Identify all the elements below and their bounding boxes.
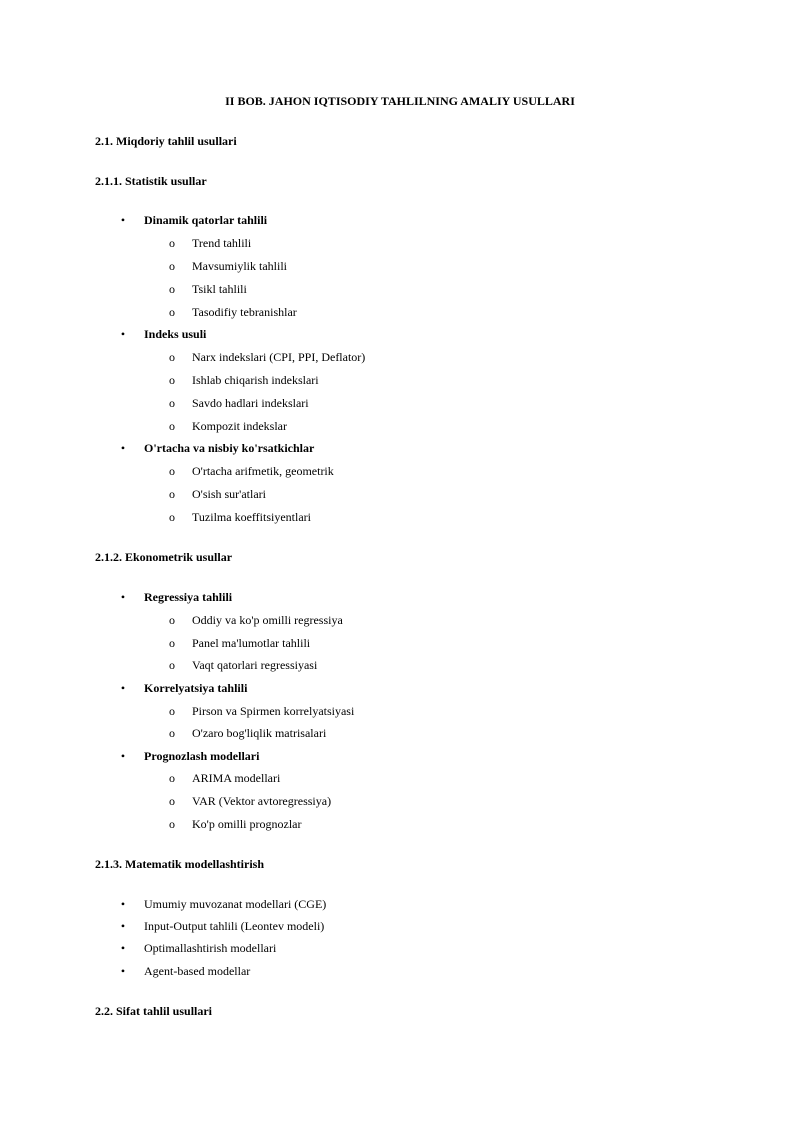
sub-list-item-label: Tuzilma koeffitsiyentlari (192, 510, 311, 524)
circle-bullet-icon: o (169, 305, 175, 319)
sub-list-item-label: Oddiy va ko'p omilli regressiya (192, 613, 343, 627)
circle-bullet-icon: o (169, 236, 175, 250)
sub-list-item (0, 259, 800, 277)
circle-bullet-icon: o (169, 704, 175, 718)
sub-list-item (0, 704, 800, 722)
sub-list-item-label: Trend tahlili (192, 236, 252, 250)
list-item-label: Dinamik qatorlar tahlili (144, 213, 268, 227)
section-heading-2-1-2: 2.1.2. Ekonometrik usullar (95, 550, 233, 564)
sub-list-item-label: O'rtacha arifmetik, geometrik (192, 464, 334, 478)
circle-bullet-icon: o (169, 510, 175, 524)
sub-list-item (0, 419, 800, 437)
list-item (0, 897, 800, 915)
section-heading-2-1-1: 2.1.1. Statistik usullar (95, 174, 207, 188)
circle-bullet-icon: o (169, 726, 175, 740)
sub-list-item (0, 636, 800, 654)
sub-list-item-label: Mavsumiylik tahlili (192, 259, 287, 273)
bullet-icon: • (120, 590, 126, 604)
sub-list-item-label: O'sish sur'atlari (192, 487, 266, 501)
circle-bullet-icon: o (169, 419, 175, 433)
sub-list-item (0, 282, 800, 300)
sub-list-item (0, 726, 800, 744)
sub-list-item (0, 613, 800, 631)
sub-list-item (0, 487, 800, 505)
list-item (0, 749, 800, 767)
sub-list-item-label: Pirson va Spirmen korrelyatsiyasi (192, 704, 355, 718)
list-item-label: Umumiy muvozanat modellari (CGE) (144, 897, 327, 911)
circle-bullet-icon: o (169, 794, 175, 808)
section-heading-2-1-3: 2.1.3. Matematik modellashtirish (95, 857, 264, 871)
sub-list-item-label: Panel ma'lumotlar tahlili (192, 636, 311, 650)
list-item-label: Regressiya tahlili (144, 590, 233, 604)
list-item-label: Optimallashtirish modellari (144, 941, 277, 955)
circle-bullet-icon: o (169, 259, 175, 273)
sub-list-item (0, 794, 800, 812)
circle-bullet-icon: o (169, 771, 175, 785)
circle-bullet-icon: o (169, 464, 175, 478)
sub-list-item (0, 658, 800, 676)
circle-bullet-icon: o (169, 396, 175, 410)
list-item (0, 964, 800, 982)
list-item (0, 681, 800, 699)
circle-bullet-icon: o (169, 487, 175, 501)
list-item (0, 213, 800, 231)
sub-list-item-label: Tasodifiy tebranishlar (192, 305, 297, 319)
circle-bullet-icon: o (169, 613, 175, 627)
sub-list-item-label: Kompozit indekslar (192, 419, 287, 433)
circle-bullet-icon: o (169, 373, 175, 387)
sub-list-item-label: Tsikl tahlili (192, 282, 247, 296)
sub-list-item-label: Ko'p omilli prognozlar (192, 817, 302, 831)
circle-bullet-icon: o (169, 636, 175, 650)
sub-list-item-label: O'zaro bog'liqlik matrisalari (192, 726, 327, 740)
list-item (0, 590, 800, 608)
sub-list-item (0, 236, 800, 254)
sub-list-item-label: ARIMA modellari (192, 771, 281, 785)
sub-list-item-label: Narx indekslari (CPI, PPI, Deflator) (192, 350, 366, 364)
section-heading-2-2: 2.2. Sifat tahlil usullari (95, 1004, 213, 1018)
list-item-label: Agent-based modellar (144, 964, 251, 978)
circle-bullet-icon: o (169, 350, 175, 364)
sub-list-item (0, 305, 800, 323)
sub-list-item-label: Vaqt qatorlari regressiyasi (192, 658, 318, 672)
sub-list-item (0, 464, 800, 482)
bullet-icon: • (120, 681, 126, 695)
list-item (0, 941, 800, 959)
sub-list-item (0, 350, 800, 368)
list-item-label: Input-Output tahlili (Leontev modeli) (144, 919, 325, 933)
section-heading-2-1: 2.1. Miqdoriy tahlil usullari (95, 134, 237, 148)
list-item (0, 441, 800, 459)
bullet-icon: • (120, 897, 126, 911)
bullet-icon: • (120, 327, 126, 341)
list-item-label: Prognozlash modellari (144, 749, 260, 763)
bullet-icon: • (120, 749, 126, 763)
sub-list-item (0, 771, 800, 789)
bullet-icon: • (120, 941, 126, 955)
list-item (0, 919, 800, 937)
bullet-icon: • (120, 441, 126, 455)
chapter-title: II BOB. JAHON IQTISODIY TAHLILNING AMALIY USULLARI (225, 94, 575, 108)
list-item-label: Indeks usuli (144, 327, 207, 341)
bullet-icon: • (120, 919, 126, 933)
sub-list-item-label: VAR (Vektor avtoregressiya) (192, 794, 332, 808)
circle-bullet-icon: o (169, 282, 175, 296)
list-item (0, 327, 800, 345)
sub-list-item (0, 396, 800, 414)
sub-list-item (0, 817, 800, 835)
circle-bullet-icon: o (169, 817, 175, 831)
bullet-icon: • (120, 213, 126, 227)
sub-list-item-label: Ishlab chiqarish indekslari (192, 373, 319, 387)
list-item-label: O'rtacha va nisbiy ko'rsatkichlar (144, 441, 315, 455)
sub-list-item (0, 510, 800, 528)
list-item-label: Korrelyatsiya tahlili (144, 681, 248, 695)
bullet-icon: • (120, 964, 126, 978)
sub-list-item-label: Savdo hadlari indekslari (192, 396, 309, 410)
sub-list-item (0, 373, 800, 391)
circle-bullet-icon: o (169, 658, 175, 672)
